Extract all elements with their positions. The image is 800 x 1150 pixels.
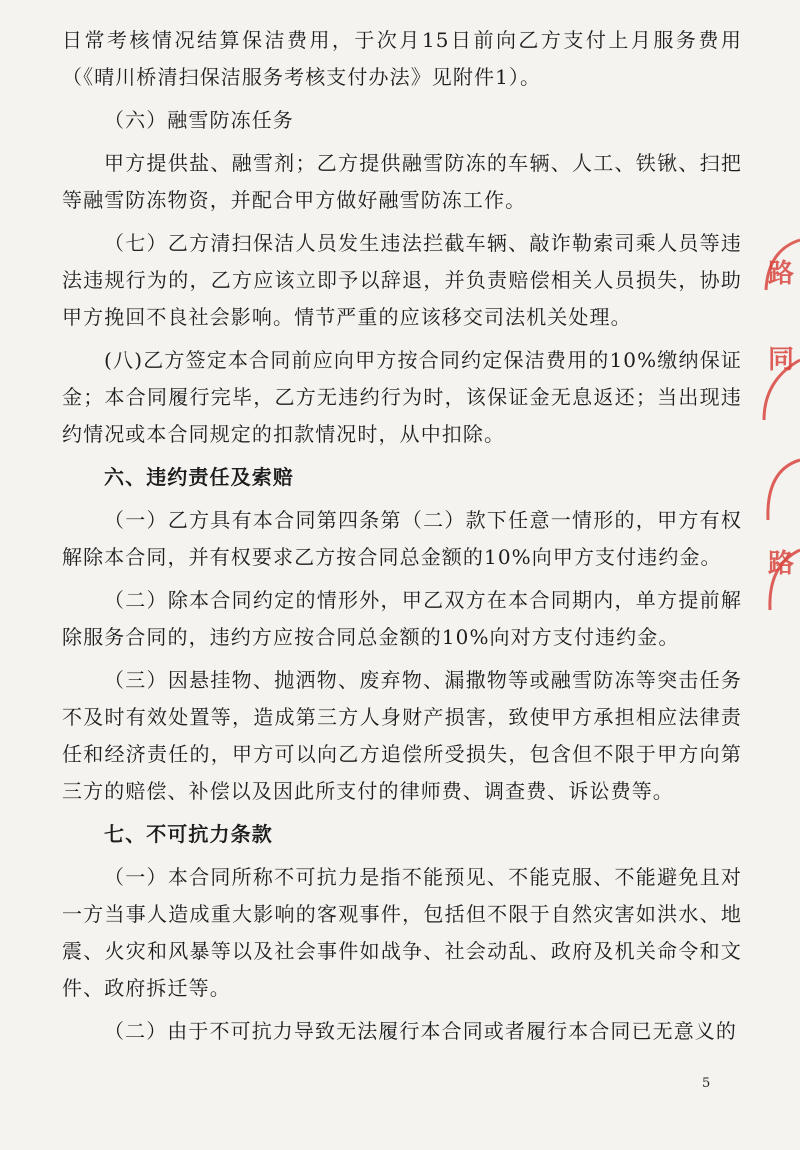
clause-6-snow-melting-title: （六）融雪防冻任务 — [104, 108, 294, 132]
breach-clause-3: （三）因悬挂物、抛洒物、废弃物、漏撒物等或融雪防冻等突击任务不及时有效处置等，造成第三方人身财产损害，致使甲方承担相应法律责任和经济责任的，甲方可以向乙方追偿所受损失，包含但不限于甲方向第三方的赔偿、补偿以及因此所支付的律师费、调查费、诉讼费等。 — [62, 668, 742, 803]
force-majeure-clause-1: （一）本合同所称不可抗力是指不能预见、不能克服、不能避免且对一方当事人造成重大影响的客观事件，包括但不限于自然灾害如洪水、地震、火灾和风暴等以及社会事件如战争、社会动乱、政府及机关命令和文件、政府拆迁等。 — [62, 865, 742, 1000]
clause-8-deposit: (八)乙方签定本合同前应向甲方按合同约定保洁费用的10%缴纳保证金；本合同履行完毕，乙方无违约行为时，该保证金无息返还；当出现违约情况或本合同规定的扣款情况时，从中扣除。 — [62, 348, 742, 446]
clause-7-illegal-conduct: （七）乙方清扫保洁人员发生违法拦截车辆、敲诈勒索司乘人员等违法违规行为的，乙方应该立即予以辞退，并负责赔偿相关人员损失，协助甲方挽回不良社会影响。情节严重的应该移交司法机关处理。 — [62, 231, 742, 329]
force-majeure-clause-2: （二）由于不可抗力导致无法履行本合同或者履行本合同已无意义的 — [104, 1019, 737, 1043]
breach-clause-2: （二）除本合同约定的情形外，甲乙双方在本合同期内，单方提前解除服务合同的，违约方应按合同总金额的10%向对方支付违约金。 — [62, 588, 742, 649]
page-number: 5 — [702, 1076, 711, 1091]
seal-char-2: 同 — [768, 345, 795, 375]
seal-char-1: 路 — [768, 259, 795, 289]
red-seal-stamp — [760, 220, 800, 640]
section-7-heading: 七、不可抗力条款 — [104, 822, 273, 846]
paragraph-payment-terms: 日常考核情况结算保洁费用，于次月15日前向乙方支付上月服务费用（《晴川桥清扫保洁服务考核支付办法》见附件1）。 — [62, 28, 742, 89]
paragraph-snow-melting: 甲方提供盐、融雪剂；乙方提供融雪防冻的车辆、人工、铁锹、扫把等融雪防冻物资，并配合甲方做好融雪防冻工作。 — [62, 151, 742, 212]
section-6-heading: 六、违约责任及索赔 — [104, 465, 294, 489]
seal-char-3: 路 — [768, 549, 795, 579]
breach-clause-1: （一）乙方具有本合同第四条第（二）款下任意一情形的，甲方有权解除本合同，并有权要求乙方按合同总金额的10%向甲方支付违约金。 — [62, 508, 742, 569]
document-body — [62, 22, 742, 1050]
